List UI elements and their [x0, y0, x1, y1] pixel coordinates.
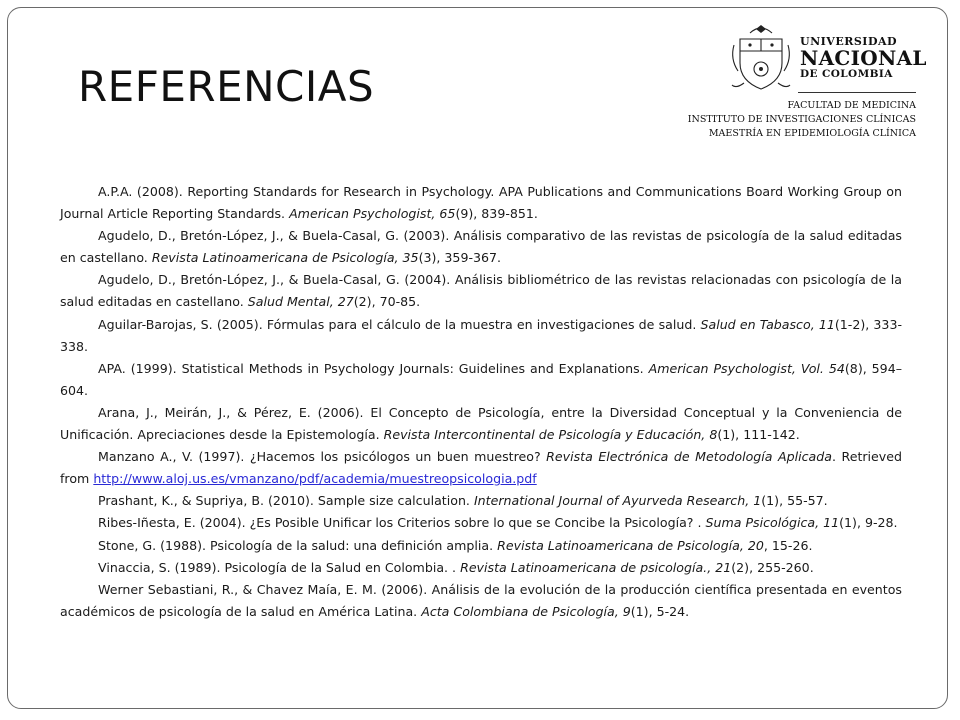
- reference-item: Stone, G. (1988). Psicología de la salud: una definición amplia. Revista Latinoamericana de Psicología, 20, 15-26.: [98, 537, 813, 553]
- reference-item: A.P.A. (2008). Reporting Standards for Research in Psychology. APA Publications and Communications Board Working Group on Journal Article Reporting Standards. American Psychologist, 65(9), 839-851.: [60, 184, 902, 222]
- university-logo: [728, 25, 927, 95]
- reference-list: [60, 181, 902, 623]
- reference-item: Manzano A., V. (1997). ¿Hacemos los psicólogos un buen muestreo? Revista Electrónica de Metodología Aplicada. Retrieved from http://www.aloj.us.es/vmanzano/pdf/academia/muestreopsicologia.pdf: [60, 449, 903, 487]
- reference-link[interactable]: http://www.aloj.us.es/vmanzano/pdf/academia/muestreopsicologia.pdf: [93, 471, 537, 487]
- logo-line-1: UNIVERSIDAD: [800, 35, 898, 48]
- slide-title: REFERENCIAS: [78, 62, 375, 111]
- reference-item: APA. (1999). Statistical Methods in Psychology Journals: Guidelines and Explanations. American Psychologist, Vol. 54(8), 594–604.: [60, 360, 903, 398]
- reference-item: Prashant, K., & Supriya, B. (2010). Sample size calculation. International Journal of Ayurveda Research, 1(1), 55-57.: [98, 493, 828, 509]
- logo-line-3: DE COLOMBIA: [800, 68, 893, 80]
- coat-of-arms-icon: [728, 25, 794, 93]
- faculty-line-1: FACULTAD DE MEDICINA: [787, 100, 916, 111]
- reference-item: Agudelo, D., Bretón-López, J., & Buela-Casal, G. (2003). Análisis comparativo de las revistas de psicología de la salud editadas en castellano. Revista Latinoamericana de Psicología, 35(3), 359-367.: [60, 228, 902, 266]
- reference-item: Arana, J., Meirán, J., & Pérez, E. (2006). El Concepto de Psicología, entre la Diversidad Conceptual y la Conveniencia de Unificación. Apreciaciones desde la Epistemología. Revista Intercontinental de Psicología y Educación, 8(1), 111-142.: [60, 404, 902, 443]
- reference-item: Werner Sebastiani, R., & Chavez Maía, E. M. (2006). Análisis de la evolución de la producción científica presentada en eventos académicos de psicología de la salud en América Latina. Acta Colombiana de Psicología, 9(1), 5-24.: [60, 581, 902, 619]
- reference-item: Agudelo, D., Bretón-López, J., & Buela-Casal, G. (2004). Análisis bibliométrico de las revistas relacionadas con psicología de la salud editadas en castellano. Salud Mental, 27(2), 70-85.: [60, 272, 902, 310]
- faculty-line-3: MAESTRÍA EN EPIDEMIOLOGÍA CLÍNICA: [708, 128, 916, 139]
- faculty-block: [688, 99, 916, 141]
- logo-line-2: NACIONAL: [800, 46, 927, 70]
- reference-item: Ribes-Iñesta, E. (2004). ¿Es Posible Unificar los Criterios sobre lo que se Concibe la Psicología? . Suma Psicológica, 11(1), 9-28.: [98, 515, 898, 531]
- reference-item: Aguilar-Barojas, S. (2005). Fórmulas para el cálculo de la muestra en investigaciones de salud. Salud en Tabasco, 11(1-2), 333-338.: [60, 316, 903, 354]
- university-name: [800, 35, 927, 80]
- reference-item: Vinaccia, S. (1989). Psicología de la Salud en Colombia. . Revista Latinoamericana de psicología., 21(2), 255-260.: [98, 559, 814, 575]
- faculty-line-2: INSTITUTO DE INVESTIGACIONES CLÍNICAS: [687, 114, 916, 125]
- logo-divider: [798, 92, 916, 93]
